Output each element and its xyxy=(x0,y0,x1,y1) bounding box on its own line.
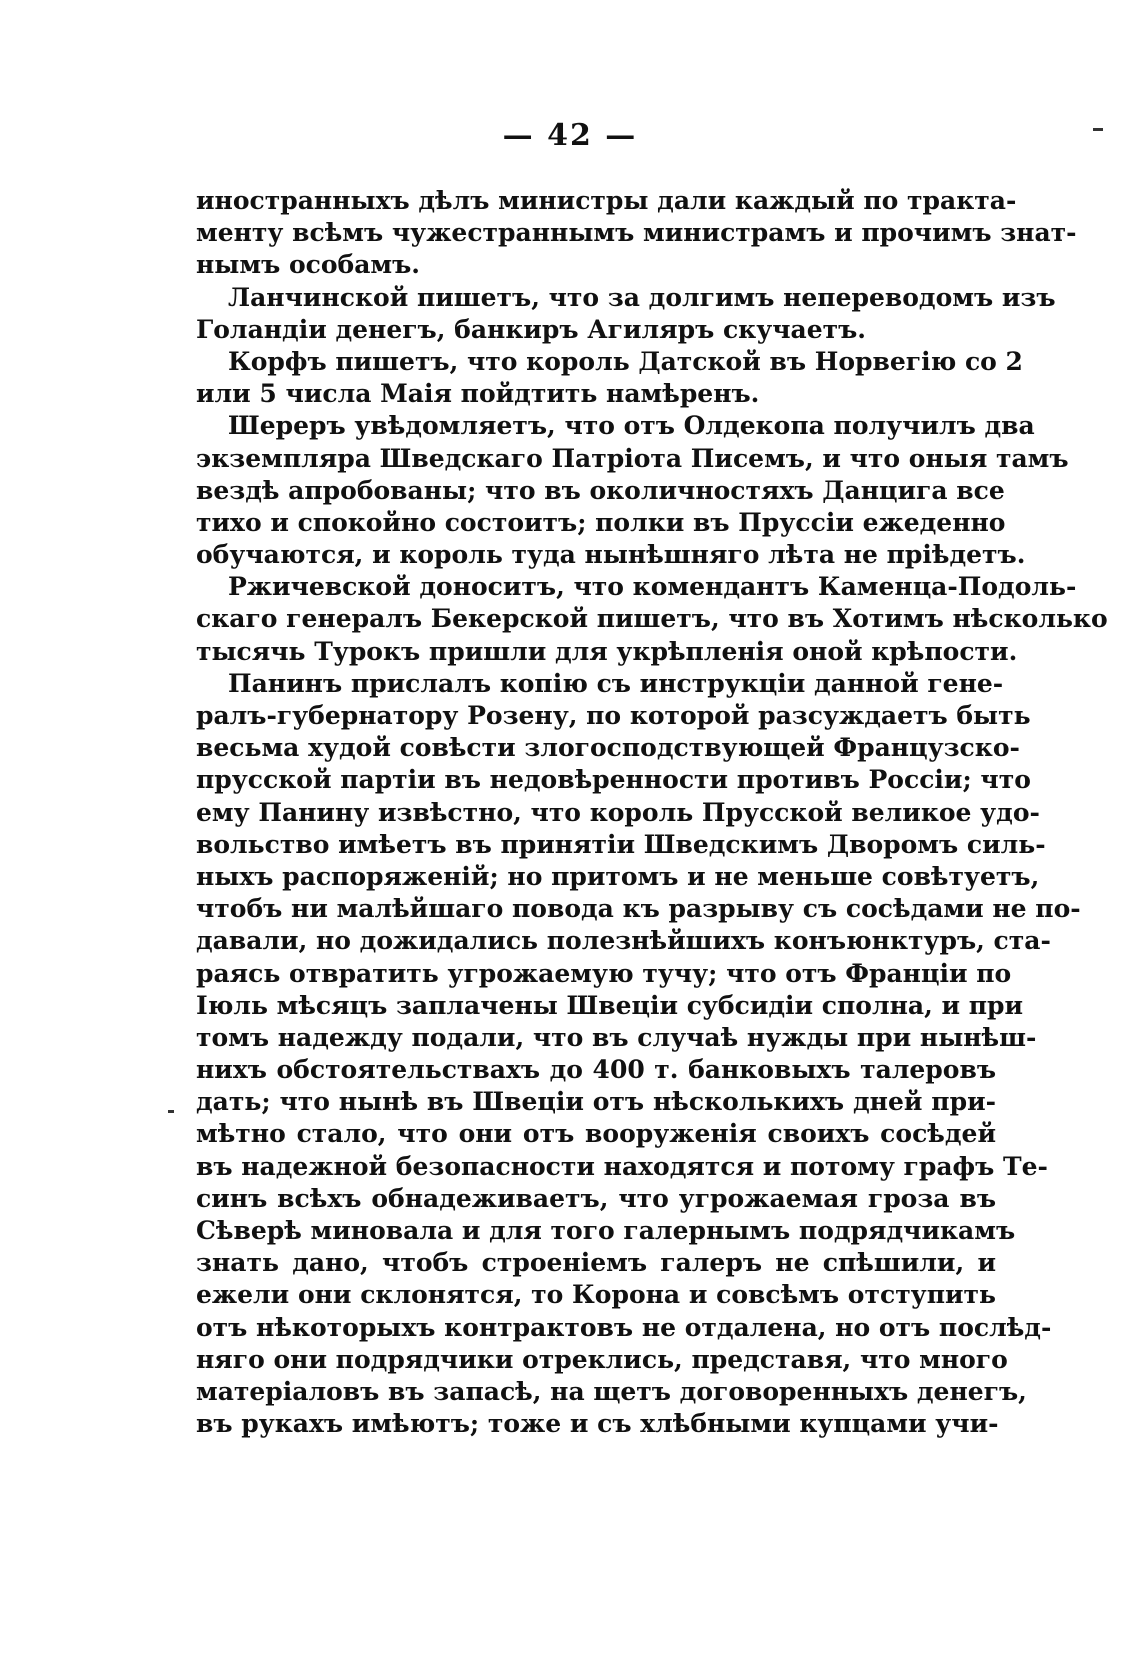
text-line: раясь отвратить угрожаемую тучу; что отъ Франціи по xyxy=(196,958,1012,988)
text-line: синъ всѣхъ обнадеживаетъ, что угрожаемая гроза въ xyxy=(196,1183,996,1213)
text-line: ныхъ распоряженій; но притомъ и не меньше совѣтуетъ, xyxy=(196,861,1040,891)
text-line: Голандіи денегъ, банкиръ Агиляръ скучаетъ. xyxy=(196,314,867,344)
text-line: менту всѣмъ чужестраннымъ министрамъ и прочимъ знат- xyxy=(196,218,1077,248)
text-line: отъ нѣкоторыхъ контрактовъ не отдалена, но отъ послѣд- xyxy=(196,1312,1052,1342)
text-line: Ржичевской доноситъ, что комендантъ Каменца-Подоль- xyxy=(228,572,1077,602)
text-line: весьма худой совѣсти злогосподствующей Французско- xyxy=(196,733,1020,763)
text-line: тихо и спокойно состоитъ; полки въ Пруссіи ежеденно xyxy=(196,507,1006,537)
text-line: въ надежной безопасности находятся и потому графъ Те- xyxy=(196,1151,1048,1181)
text-line: вольство имѣетъ въ принятіи Шведскимъ Дворомъ силь- xyxy=(196,829,1046,859)
text-line: матеріаловъ въ запасѣ, на щетъ договоренныхъ денегъ, xyxy=(196,1376,1027,1406)
text-line: Шереръ увѣдомляетъ, что отъ Олдекопа получилъ два xyxy=(228,411,1035,441)
text-line: няго они подрядчики отреклись, представя, что много xyxy=(196,1344,1008,1374)
body-text xyxy=(196,185,1108,1440)
text-line: нымъ особамъ. xyxy=(196,250,420,280)
text-line: прусской партіи въ недовѣренности противъ Россіи; что xyxy=(196,765,1031,795)
text-line: ему Панину извѣстно, что король Прусской великое удо- xyxy=(196,797,1040,827)
text-line: нихъ обстоятельствахъ до 400 т. банковыхъ талеровъ xyxy=(196,1055,996,1085)
scan-mark xyxy=(1093,128,1103,131)
paragraph xyxy=(196,410,1069,571)
paragraph xyxy=(196,346,1023,410)
text-line: скаго генералъ Бекерской пишетъ, что въ Хотимъ нѣсколько xyxy=(196,604,1108,634)
text-line: Іюль мѣсяцъ заплачены Швеціи субсидіи сполна, и при xyxy=(196,990,1024,1020)
text-line: иностранныхъ дѣлъ министры дали каждый по тракта- xyxy=(196,186,1017,215)
text-line: ежели они склонятся, то Корона и совсѣмъ отступить xyxy=(196,1280,996,1310)
text-line: обучаются, и король туда нынѣшняго лѣта не пріѣдетъ. xyxy=(196,540,1026,570)
paragraph xyxy=(196,282,1056,346)
text-line: въ рукахъ имѣютъ; тоже и съ хлѣбными купцами учи- xyxy=(196,1409,999,1439)
text-line: знать дано, чтобъ строеніемъ галеръ не спѣшили, и xyxy=(196,1248,996,1278)
text-line: Корфъ пишетъ, что король Датской въ Норвегію со 2 xyxy=(228,346,1023,376)
scan-mark xyxy=(168,1110,174,1113)
text-line: чтобъ ни малѣйшаго повода къ разрыву съ сосѣдами не по- xyxy=(196,894,1081,924)
text-line: давали, но дожидались полезнѣйшихъ конъюнктуръ, ста- xyxy=(196,926,1051,956)
page-number: — 42 — xyxy=(502,118,638,153)
text-line: Сѣверѣ миновала и для того галернымъ подрядчикамъ xyxy=(196,1216,1016,1245)
paragraph xyxy=(196,185,1077,282)
text-line: дать; что нынѣ въ Швеціи отъ нѣсколькихъ дней при- xyxy=(196,1087,996,1117)
text-line: мѣтно стало, что они отъ вооруженія своихъ сосѣдей xyxy=(196,1119,996,1149)
text-line: тысячь Турокъ пришли для укрѣпленія оной крѣпости. xyxy=(196,636,1018,666)
text-line: вездѣ апробованы; что въ околичностяхъ Данцига все xyxy=(196,475,1005,505)
text-line: Панинъ прислалъ копію съ инструкціи данной гене- xyxy=(228,668,1004,698)
paragraph xyxy=(196,668,1081,1441)
text-line: или 5 числа Маія пойдтить намѣренъ. xyxy=(196,379,760,409)
text-line: ралъ-губернатору Розену, по которой разсуждаетъ быть xyxy=(196,701,1031,730)
text-line: экземпляра Шведскаго Патріота Писемъ, и что оныя тамъ xyxy=(196,443,1069,473)
text-line: томъ надежду подали, что въ случаѣ нужды при нынѣш- xyxy=(196,1022,1037,1052)
paragraph xyxy=(196,571,1108,668)
text-line: Ланчинской пишетъ, что за долгимъ непереводомъ изъ xyxy=(228,282,1056,312)
